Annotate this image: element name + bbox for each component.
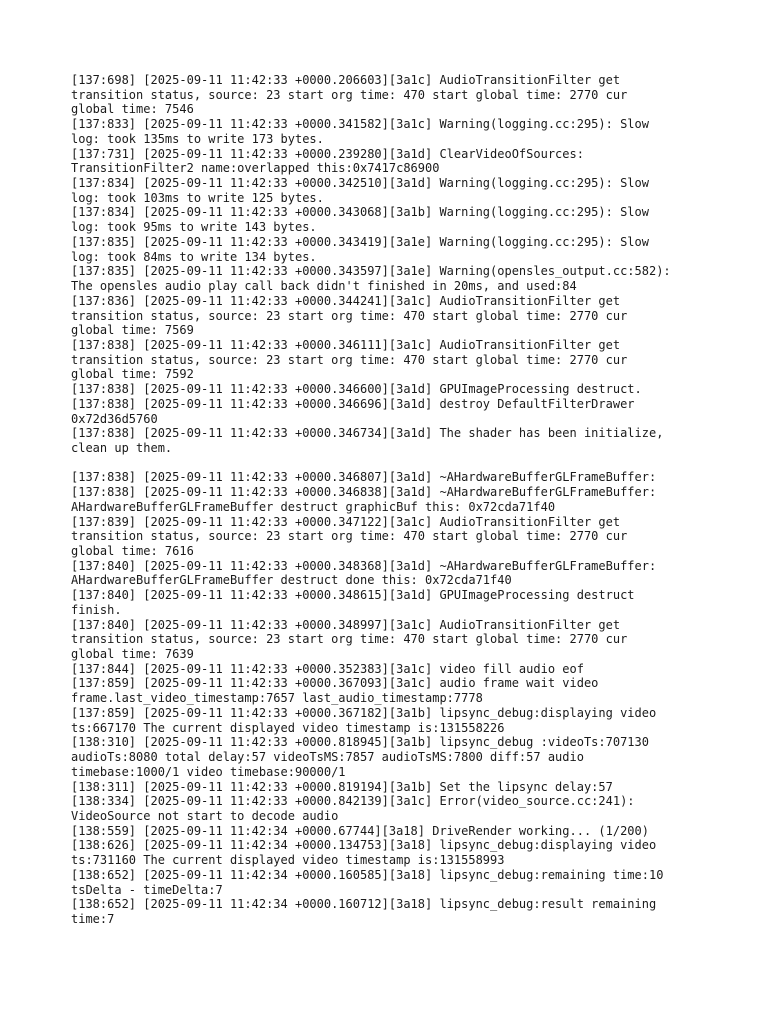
log-line: AHardwareBufferGLFrameBuffer destruct done this: 0x72cda71f40 [71,573,512,588]
log-line: [137:859] [2025-09-11 11:42:33 +0000.367093][3a1c] audio frame wait video [71,676,599,691]
log-line: [137:859] [2025-09-11 11:42:33 +0000.367182][3a1b] lipsync_debug:displaying video [71,705,657,720]
log-line: global time: 7569 [71,323,194,338]
log-line: log: took 95ms to write 143 bytes. [71,220,317,235]
log-line: frame.last_video_timestamp:7657 last_audio_timestamp:7778 [71,691,483,706]
log-line: [137:840] [2025-09-11 11:42:33 +0000.348368][3a1d] ~AHardwareBufferGLFrameBuffer: [71,558,657,573]
log-line: transition status, source: 23 start org time: 470 start global time: 2770 cur [71,632,628,647]
log-blank-line [71,456,711,471]
log-line: [138:652] [2025-09-11 11:42:34 +0000.160585][3a18] lipsync_debug:remaining time:10 [71,867,664,882]
log-line: global time: 7616 [71,544,194,558]
log-line: [137:834] [2025-09-11 11:42:33 +0000.342510][3a1d] Warning(logging.cc:295): Slow [71,176,649,191]
log-line: global time: 7592 [71,367,194,382]
log-line: [137:838] [2025-09-11 11:42:33 +0000.346696][3a1d] destroy DefaultFilterDrawer [71,396,635,411]
log-line: [137:698] [2025-09-11 11:42:33 +0000.206603][3a1c] AudioTransitionFilter get [71,73,621,87]
log-line: log: took 103ms to write 125 bytes. [71,190,324,205]
log-line: log: took 135ms to write 173 bytes. [71,131,324,146]
log-line: [137:838] [2025-09-11 11:42:33 +0000.346600][3a1d] GPUImageProcessing destruct. [71,382,642,397]
log-line: [137:835] [2025-09-11 11:42:33 +0000.343597][3a1e] Warning(opensles_output.cc:582): [71,264,671,279]
log-line: tsDelta - timeDelta:7 [71,882,223,897]
log-line: [138:310] [2025-09-11 11:42:33 +0000.818945][3a1b] lipsync_debug :videoTs:707130 [71,735,649,750]
log-line: transition status, source: 23 start org time: 470 start global time: 2770 cur [71,87,628,102]
log-line: [137:838] [2025-09-11 11:42:33 +0000.346807][3a1d] ~AHardwareBufferGLFrameBuffer: [71,470,657,485]
log-line: global time: 7546 [71,102,194,117]
log-line: [137:839] [2025-09-11 11:42:33 +0000.347122][3a1c] AudioTransitionFilter get [71,514,621,529]
log-line: timebase:1000/1 video timebase:90000/1 [71,764,346,779]
log-line: audioTs:8080 total delay:57 videoTsMS:7857 audioTsMS:7800 diff:57 audio [71,750,584,765]
log-line: ts:731160 The current displayed video timestamp is:131558993 [71,853,505,868]
log-line: clean up them. [71,440,173,455]
log-line: finish. [71,602,122,617]
log-line: [138:626] [2025-09-11 11:42:34 +0000.134753][3a18] lipsync_debug:displaying video [71,838,657,853]
log-line: [137:835] [2025-09-11 11:42:33 +0000.343419][3a1e] Warning(logging.cc:295): Slow [71,234,649,249]
log-line: [137:838] [2025-09-11 11:42:33 +0000.346734][3a1d] The shader has been initialize, [71,426,664,441]
log-line: [137:838] [2025-09-11 11:42:33 +0000.346838][3a1d] ~AHardwareBufferGLFrameBuffer: [71,485,657,500]
log-line: TransitionFilter2 name:overlapped this:0x7417c86900 [71,161,440,176]
log-line: global time: 7639 [71,647,194,662]
log-line: transition status, source: 23 start org time: 470 start global time: 2770 cur [71,529,628,544]
log-line: [138:311] [2025-09-11 11:42:33 +0000.819194][3a1b] Set the lipsync delay:57 [71,779,613,794]
log-line: transition status, source: 23 start org time: 470 start global time: 2770 cur [71,352,628,367]
log-line: [137:731] [2025-09-11 11:42:33 +0000.239280][3a1d] ClearVideoOfSources: [71,146,584,161]
log-line: AHardwareBufferGLFrameBuffer destruct graphicBuf this: 0x72cda71f40 [71,499,556,514]
log-line: [138:652] [2025-09-11 11:42:34 +0000.160712][3a18] lipsync_debug:result remaining [71,897,657,912]
log-line: log: took 84ms to write 134 bytes. [71,249,317,264]
log-line: The opensles audio play call back didn't finished in 20ms, and used:84 [71,279,577,294]
log-line: [137:838] [2025-09-11 11:42:33 +0000.346111][3a1c] AudioTransitionFilter get [71,337,621,352]
log-line: VideoSource not start to decode audio [71,808,339,823]
log-line: [137:840] [2025-09-11 11:42:33 +0000.348615][3a1d] GPUImageProcessing destruct [71,588,635,603]
log-line: [137:833] [2025-09-11 11:42:33 +0000.341582][3a1c] Warning(logging.cc:295): Slow [71,117,649,132]
log-line: 0x72d36d5760 [71,411,158,426]
log-line: [138:334] [2025-09-11 11:42:33 +0000.842139][3a1c] Error(video_source.cc:241): [71,794,635,809]
log-line: ts:667170 The current displayed video timestamp is:131558226 [71,720,505,735]
log-line: [137:834] [2025-09-11 11:42:33 +0000.343068][3a1b] Warning(logging.cc:295): Slow [71,205,649,220]
log-line: transition status, source: 23 start org time: 470 start global time: 2770 cur [71,308,628,323]
log-line: [137:844] [2025-09-11 11:42:33 +0000.352383][3a1c] video fill audio eof [71,661,584,676]
log-line: [137:836] [2025-09-11 11:42:33 +0000.344241][3a1c] AudioTransitionFilter get [71,293,621,308]
log-line: [137:840] [2025-09-11 11:42:33 +0000.348997][3a1c] AudioTransitionFilter get [71,617,621,632]
log-line: [138:559] [2025-09-11 11:42:34 +0000.67744][3a18] DriveRender working... (1/200) [71,823,649,838]
log-text [71,73,711,927]
log-line: time:7 [71,911,115,926]
